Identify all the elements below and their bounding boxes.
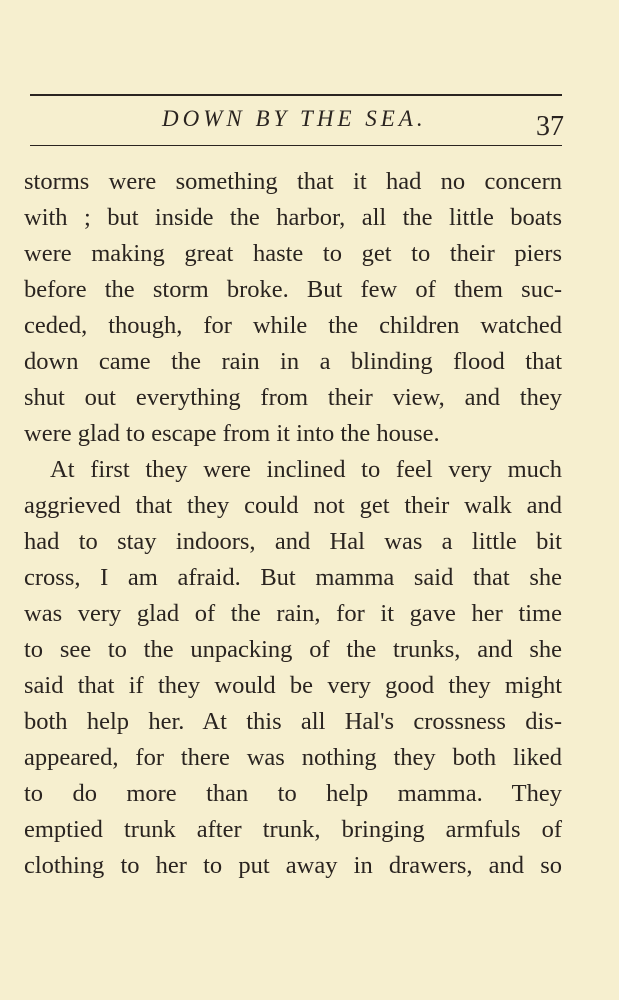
text-line: said that if they would be very good they might <box>24 672 562 699</box>
text-line: At first they were inclined to feel very much <box>50 456 562 483</box>
text-line: with ; but inside the harbor, all the little boats <box>24 204 562 231</box>
header-rule-bottom <box>30 145 562 146</box>
header-rule-top <box>30 94 562 96</box>
text-line: both help her. At this all Hal's crossness dis- <box>24 708 562 735</box>
text-line: to do more than to help mamma. They <box>24 780 562 807</box>
text-line: were making great haste to get to their piers <box>24 240 562 267</box>
text-line: was very glad of the rain, for it gave her time <box>24 600 562 627</box>
text-line: were glad to escape from it into the house. <box>24 420 440 447</box>
text-line: had to stay indoors, and Hal was a little bit <box>24 528 562 555</box>
page-number: 37 <box>536 111 564 142</box>
text-line: clothing to her to put away in drawers, and so <box>24 852 562 879</box>
text-line: appeared, for there was nothing they both liked <box>24 744 562 771</box>
text-line: before the storm broke. But few of them suc- <box>24 276 562 303</box>
text-line: aggrieved that they could not get their walk and <box>24 492 562 519</box>
text-line: emptied trunk after trunk, bringing armfuls of <box>24 816 562 843</box>
text-line: to see to the unpacking of the trunks, and she <box>24 636 562 663</box>
body-text <box>24 164 562 884</box>
text-line: cross, I am afraid. But mamma said that she <box>24 564 562 591</box>
text-line: ceded, though, for while the children watched <box>24 312 562 339</box>
text-line: storms were something that it had no concern <box>24 168 562 195</box>
running-head: DOWN BY THE SEA. <box>162 106 427 131</box>
text-line: down came the rain in a blinding flood that <box>24 348 562 375</box>
text-line: shut out everything from their view, and they <box>24 384 562 411</box>
